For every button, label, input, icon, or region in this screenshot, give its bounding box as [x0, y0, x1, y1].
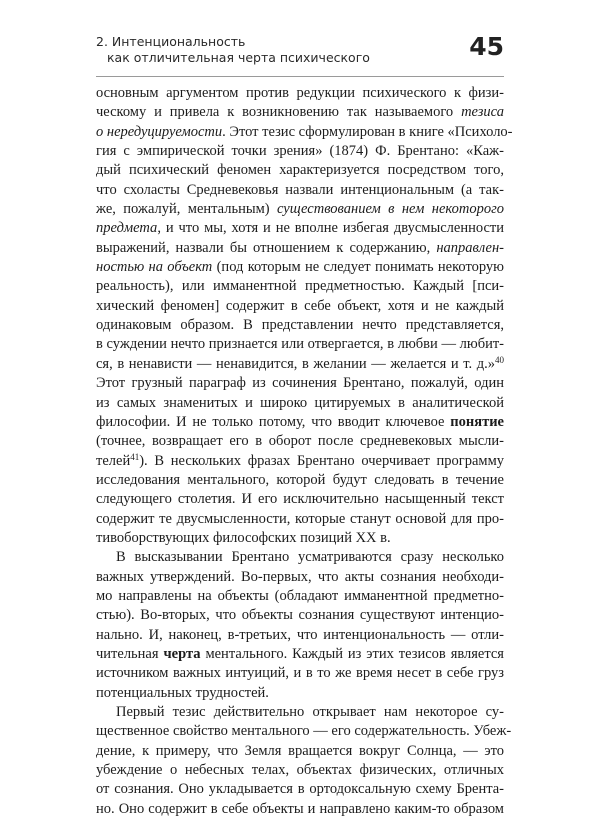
text-segment: стью). Во-вторых, что объекты сознания существуют интенцио- [96, 607, 504, 624]
text-line [96, 587, 504, 606]
text-segment: дение, к примеру, что Земля вращается вокруг Солнца, — это [96, 742, 504, 759]
text-segment: 40 [495, 354, 504, 365]
text-line [96, 432, 504, 451]
text-line [96, 123, 513, 142]
text-line [96, 200, 504, 219]
text-segment: щественное свойство ментального — его содержательность. Убеж- [96, 723, 512, 740]
text-segment: одинаковым образом. В представлении нечто представляется, [96, 317, 504, 334]
text-segment: что схоласты Средневековья назвали интенциональным (а так- [96, 181, 504, 198]
text-segment: нально. И, наконец, в-третьих, что интенциональность — отли- [96, 626, 504, 643]
text-segment: (точнее, возвращает его в оборот после средневековых мысли- [96, 433, 504, 450]
text-segment: гия с эмпирической точки зрения» (1874) Ф. Брентано: «Каж- [96, 143, 504, 160]
text-segment: содержит те двусмысленности, которые станут основой для про- [96, 510, 504, 527]
text-segment: Первый тезис действительно открывает нам некоторое су- [116, 704, 504, 720]
text-line [96, 800, 504, 819]
text-line [96, 335, 504, 354]
text-line [96, 645, 504, 664]
text-line [96, 548, 504, 567]
text-line [96, 258, 504, 277]
text-segment: предмета [96, 220, 158, 237]
text-segment: же, пожалуй, ментальным) [96, 201, 277, 218]
text-segment: но. Оно содержит в себе объекты и направлено каким-то образом [96, 800, 504, 817]
page-header [96, 30, 504, 77]
text-segment: направлен- [436, 239, 504, 256]
text-segment: 41 [130, 451, 140, 462]
text-segment: В высказывании Брентано усматриваются сразу несколько [116, 549, 504, 566]
text-line [96, 142, 504, 161]
text-line [96, 316, 504, 335]
text-segment: , и что мы, хотя и не вполне избегая двусмысленности [157, 220, 504, 237]
text-segment: тезиса [461, 104, 504, 121]
text-segment: телей [96, 452, 131, 469]
text-segment: следующего столетия. И его исключительно насыщенный текст [96, 491, 504, 508]
text-segment: . Этот тезис сформулирован в книге «Психоло- [222, 123, 513, 140]
text-segment: из самых знаменитых и широко цитируемых в аналитической [96, 394, 504, 411]
running-head-title: как отличительная черта психического [107, 50, 370, 65]
text-line [96, 413, 504, 432]
text-line [96, 568, 504, 587]
text-segment: источником важных интуиций, и в то же время несет в себе груз [96, 665, 504, 682]
text-segment: чительная [96, 645, 164, 662]
text-line [96, 84, 504, 103]
text-line [96, 297, 504, 316]
text-segment: философии. И не только потому, что вводит ключевое [96, 413, 451, 430]
text-segment: ментального. Каждый из этих тезисов является [200, 645, 504, 662]
text-line [96, 161, 504, 180]
text-line [96, 355, 504, 374]
text-line [96, 394, 504, 413]
text-segment: в суждении нечто признается или отвергается, в любви — любит- [96, 336, 504, 353]
text-segment: черта [163, 645, 201, 662]
text-line [96, 181, 504, 200]
text-line [96, 742, 504, 761]
text-segment: ческому и привела к возникновению так называемого [96, 104, 462, 121]
text-line [96, 626, 504, 645]
text-segment: выражений, назвали бы отношением к содержанию, [96, 239, 437, 256]
text-line [96, 703, 504, 722]
text-segment: ся, в ненависти — ненавидится, в желании — желается и т. д.» [96, 355, 495, 372]
text-line [96, 374, 504, 393]
text-segment: мо направлены на объекты (обладают имманентной предметно- [96, 587, 504, 604]
text-line [96, 277, 504, 296]
text-line [96, 780, 504, 799]
text-line [96, 471, 504, 490]
text-line [96, 722, 512, 741]
text-line [96, 761, 504, 780]
text-segment: ностью на объект [96, 259, 213, 276]
text-segment: (под которым не следует понимать некоторую [212, 259, 504, 276]
text-segment: о нередуцируемости [96, 123, 223, 140]
text-line [96, 606, 504, 625]
text-line [96, 452, 504, 471]
text-segment: ). В нескольких фразах Брентано очерчивает программу [139, 452, 504, 469]
text-segment: важных утверждений. Во-первых, что акты сознания необходи- [96, 568, 504, 585]
body-text [96, 84, 513, 819]
text-segment: дый психический феномен характеризуется посредством того, [96, 162, 504, 179]
text-segment: основным аргументом против редукции психического к физи- [96, 85, 504, 101]
running-head-chapter: 2. Интенциональность [96, 34, 246, 49]
text-line [96, 684, 504, 703]
text-segment: существованием в нем некоторого [276, 201, 504, 218]
text-segment: от сознания. Оно укладывается в ортодоксальную схему Брента- [96, 781, 504, 798]
text-segment: хический феномен] содержит в себе объект, хотя и не каждый [96, 297, 504, 314]
text-segment: тивоборствующих философских позиций XX в. [96, 529, 391, 546]
text-segment: реальность), или имманентной предметностью. Каждый [пси- [96, 278, 504, 295]
text-line [96, 490, 504, 509]
text-line [96, 529, 504, 548]
running-head [96, 34, 370, 66]
text-line [96, 219, 504, 238]
text-segment: Этот грузный параграф из сочинения Брентано, пожалуй, один [96, 375, 504, 392]
text-segment: убеждение о небесных телах, объектах физических, отличных [96, 762, 504, 779]
text-line [96, 103, 504, 122]
text-line [96, 239, 504, 258]
page-number: 45 [469, 32, 504, 61]
text-line [96, 664, 504, 683]
text-line [96, 510, 504, 529]
text-segment: исследования ментального, которой будут следовать в течение [96, 471, 504, 488]
text-segment: понятие [450, 413, 504, 430]
text-segment: потенциальных трудностей. [96, 684, 269, 701]
